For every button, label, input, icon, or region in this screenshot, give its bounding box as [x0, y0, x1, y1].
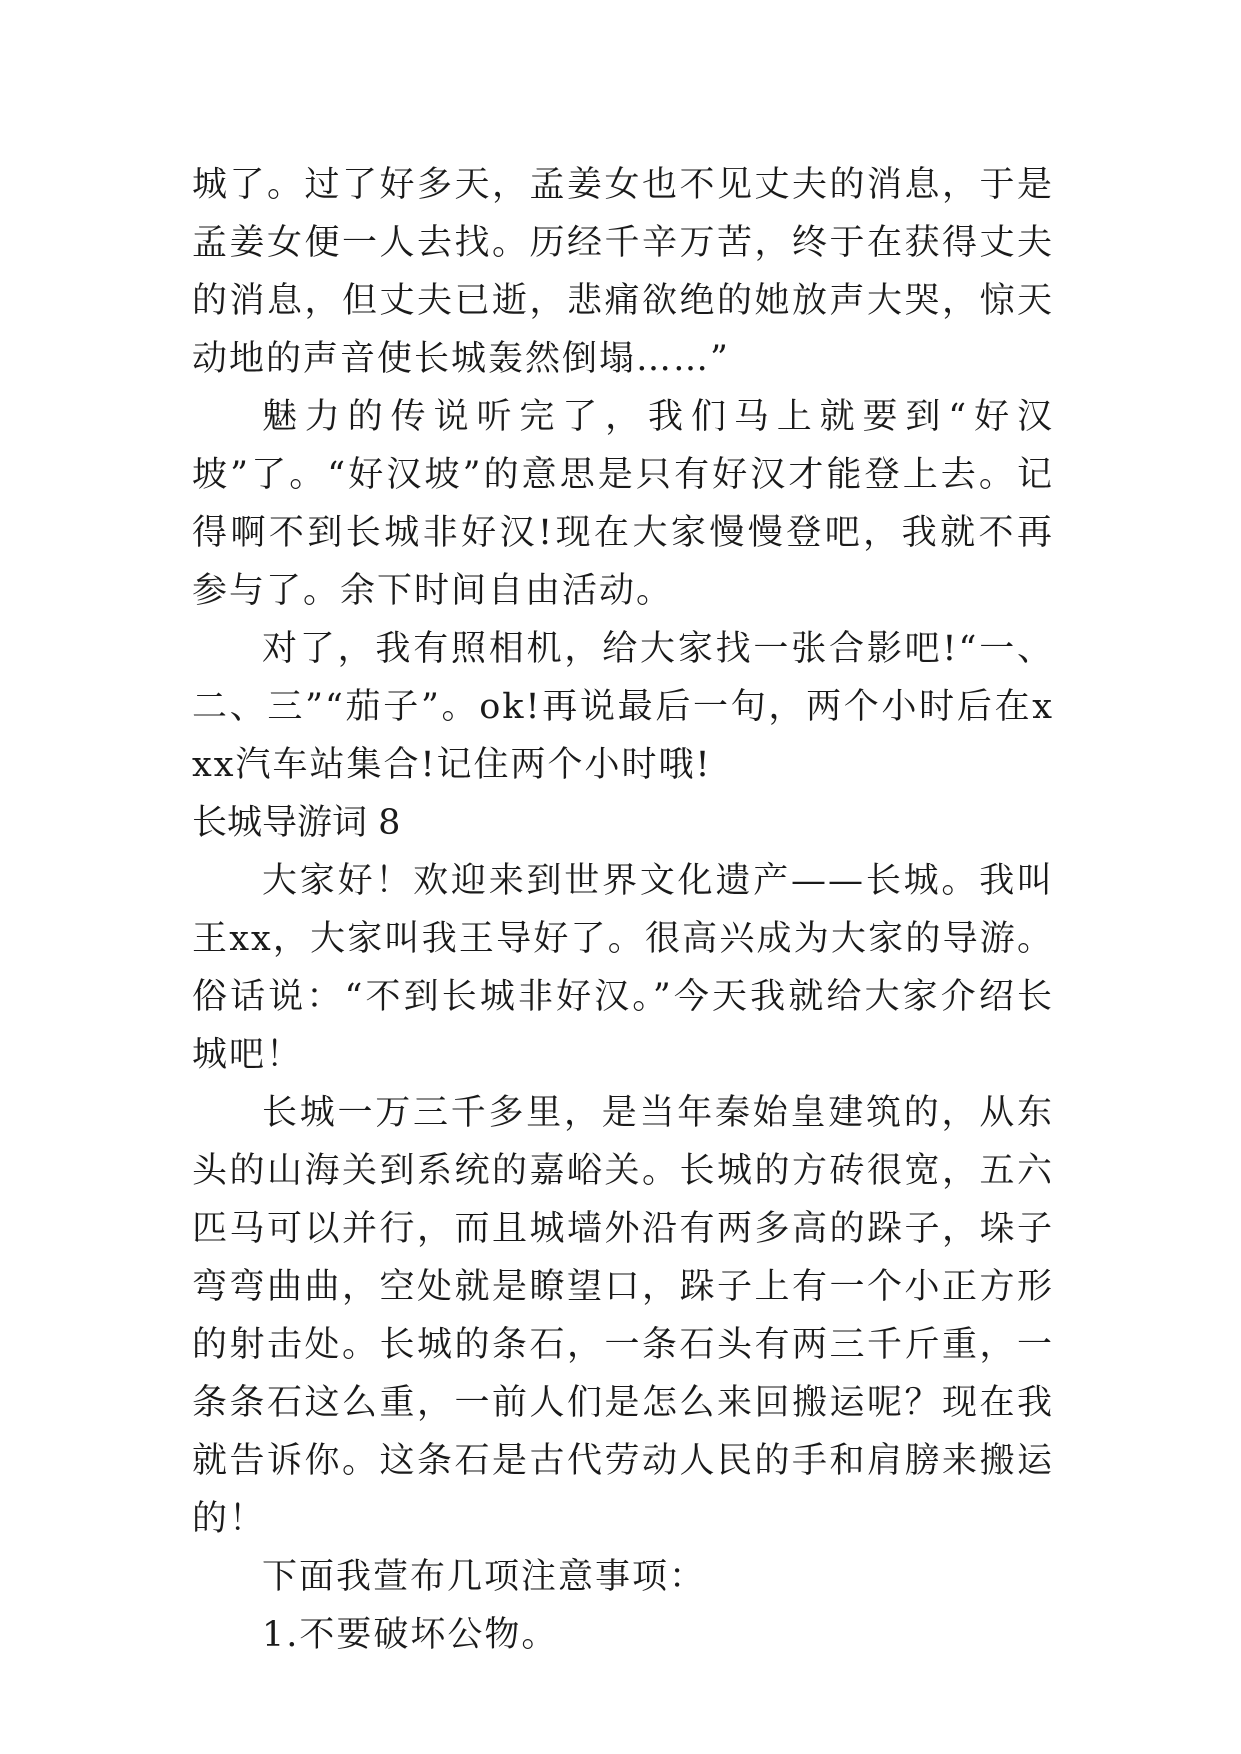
paragraph-notice-intro: 下面我萱布几项注意事项：: [262, 1557, 707, 1597]
paragraph-wall-description: 长城一万三千多里，是当年秦始皇建筑的，从东头的山海关到系统的嘉峪关。长城的方砖很宽，五六匹马可以并行，而且城墙外沿有两多高的跺子，垛子弯弯曲曲，空处就是瞭望口，跺子上有一个小正方形的射击处。长城的条石，一条石头有两三千斤重，一条条石这么重，一前人们是怎么来回搬运呢？现在我就告诉你。这条石是古代劳动人民的手和肩膀来搬运的！: [192, 1093, 1054, 1539]
paragraph-welcome: 大家好！欢迎来到世界文化遗产——长城。我叫王xx，大家叫我王导好了。很高兴成为大家的导游。俗话说：“不到长城非好汉。”今天我就给大家介绍长城吧！: [192, 861, 1054, 1075]
document-body: [192, 156, 1054, 1664]
list-item-notice-1: 1.不要破坏公物。: [262, 1615, 559, 1655]
section-heading: 长城导游词 8: [192, 803, 401, 843]
paragraph-group-photo: 对了，我有照相机，给大家找一张合影吧!“一、二、三”“茄子”。ok!再说最后一句，两个小时后在xxx汽车站集合!记住两个小时哦!: [192, 629, 1054, 785]
paragraph-haohan-slope: 魅力的传说听完了，我们马上就要到“好汉坡”了。“好汉坡”的意思是只有好汉才能登上去。记得啊不到长城非好汉!现在大家慢慢登吧，我就不再参与了。余下时间自由活动。: [192, 397, 1054, 611]
paragraph-story-ending: 城了。过了好多天，孟姜女也不见丈夫的消息，于是孟姜女便一人去找。历经千辛万苦，终于在获得丈夫的消息，但丈夫已逝，悲痛欲绝的她放声大哭，惊天动地的声音使长城轰然倒塌……”: [192, 165, 1054, 379]
